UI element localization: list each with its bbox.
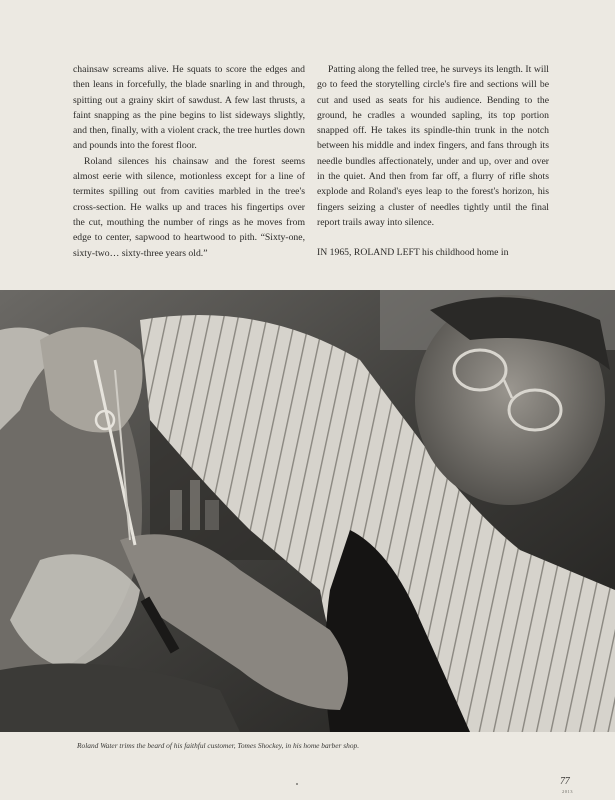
page-dot [296,783,298,785]
paragraph: Roland silences his chainsaw and the forest seems almost eerie with silence, motionless except for a line of termites spilling out from cavities marbled in the tree's cross-section. He walks up and traces his fingertips over the cut, mouthing the number of rings as he moves from edge to center, sapwood to heartwood to pith. “Sixty-one, sixty-two… sixty-three years old.” [73,155,305,259]
folio-sub-mark: 2013 [562,789,573,794]
paragraph: chainsaw screams alive. He squats to score the edges and then leans in forcefully, the blade snarling in and through, spitting out a grainy skirt of sawdust. A few last thrusts, a faint snapping as the pine begins to list sideways slightly, and then, finally, with a violent crack, the tree hurtles down and pounds into the forest floor. [73,64,305,152]
paragraph: Patting along the felled tree, he surveys its length. It will go to feed the storytelling circle's fire and sections will be cut and used as seats for his audience. Bending to the ground, he cradles a wounded sapling, its top portion snapped off. He takes its spindle-thin trunk in the notch between his middle and index fingers, and fans through its needle bundles affectionately, under and up, over and over in the quiet. And then from far off, a flurry of rifle shots explode and Roland's eyes leap to the forest's horizon, his fingers seizing a cluster of needles tightly until the final report trails away into silence. [317,64,549,228]
left-text-column [73,62,305,261]
right-text-column [317,62,549,261]
barber-photograph [0,290,615,732]
section-opening: IN 1965, ROLAND LEFT his childhood home in [317,247,509,259]
photo-caption: Roland Water trims the beard of his faithful customer, Tomes Shockey, in his home barber shop. [77,741,360,750]
page-number: 77 [560,776,570,787]
